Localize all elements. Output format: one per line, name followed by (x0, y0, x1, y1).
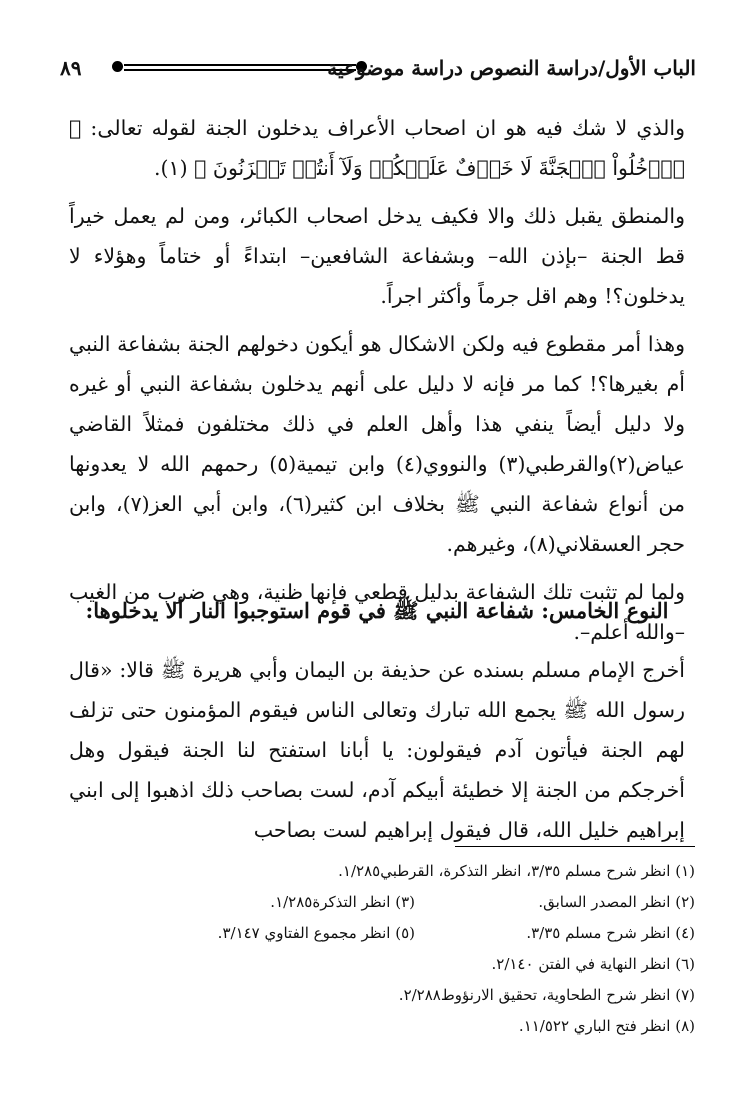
paragraph-2: والمنطق يقبل ذلك والا فكيف يدخل اصحاب الكبائر، ومن لم يعمل خيراً قط الجنة –بإذن الله– وبشفاعة الشافعين– ابتداءً أو ختاماً وهؤلاء لا يدخلون؟! وهم اقل جرماً وأكثر اجراً. (69, 204, 685, 308)
main-text-top (69, 108, 685, 652)
footnote-2: (٢) انظر المصدر السابق. (538, 893, 695, 911)
footnote-7: (٧) انظر شرح الطحاوية، تحقيق الارنؤوط٢/٢٨٨. (398, 986, 695, 1004)
footnote-4: (٤) انظر شرح مسلم ٣/٣٥. (526, 924, 695, 942)
footnote-3: (٣) انظر التذكرة١/٢٨٥. (270, 893, 415, 911)
footnote-6: (٦) انظر النهاية في الفتن ٢/١٤٠. (491, 955, 695, 973)
footnotes (65, 856, 695, 1042)
header-double-rule (124, 64, 356, 71)
footnote-8: (٨) انظر فتح الباري ١١/٥٢٢. (518, 1017, 695, 1035)
footnote-1: (١) انظر شرح مسلم ٣/٣٥، انظر التذكرة، القرطبي١/٢٨٥. (338, 862, 695, 880)
main-text-bottom (69, 650, 685, 850)
ornament-dot-icon (112, 61, 123, 72)
paragraph-3: وهذا أمر مقطوع فيه ولكن الاشكال هو أيكون دخولهم الجنة بشفاعة النبي أم بغيرها؟! كما مر فإنه لا دليل على أنهم يدخلون بشفاعة النبي أو غيره ولا دليل أيضاً ينفي هذا وأهل العلم في ذلك مختلفون فمثلاً القاضي عياض(٢)والقرطبي(٣) والنووي(٤) وابن تيمية(٥) رحمهم الله لا يعدونها من أنواع شفاعة النبي ﷺ بخلاف ابن كثير(٦)، وابن أبي العز(٧)، وابن حجر العسقلاني(٨)، وغيرهم. (69, 332, 686, 556)
footnote-5: (٥) انظر مجموع الفتاوي ٣/١٤٧. (217, 924, 415, 942)
section-heading: النوع الخامس: شفاعة النبي ﷺ في قوم استوجبوا النار ألا يدخلوها: (85, 598, 669, 623)
chapter-title: الباب الأول/دراسة النصوص دراسة موضوعية (327, 56, 696, 80)
paragraph-5: أخرج الإمام مسلم بسنده عن حذيفة بن اليمان وأبي هريرة ﷺ قالا: «قال رسول الله ﷺ يجمع الله تبارك وتعالى الناس فيقوم المؤمنون حتى تزلف لهم الجنة فيأتون آدم فيقولون: يا أبانا استفتح لنا الجنة فيقول وهل أخرجكم من الجنة إلا خطيئة أبيكم آدم، لست بصاحب ذلك اذهبوا إلى ابني إبراهيم خليل الله، قال فيقول إبراهيم لست بصاحب (69, 658, 685, 842)
paragraph-1: والذي لا شك فيه هو ان اصحاب الأعراف يدخلون الجنة لقوله تعالى: ﴿ ٱدۡخُلُواْ ٱلۡجَنَّةَ لَا خَوۡفٌ عَلَيۡكُمۡ وَلَآ أَنتُمۡ تَحۡزَنُونَ ﴾ (١). (69, 116, 685, 180)
paragraph-4: ولما لم تثبت تلك الشفاعة بدليل قطعي فإنها ظنية، وهي ضرب من الغيب –والله أعلم–. (69, 580, 685, 644)
page-header (60, 52, 696, 90)
footnote-separator (455, 846, 695, 847)
page-number: ٨٩ (60, 56, 82, 80)
